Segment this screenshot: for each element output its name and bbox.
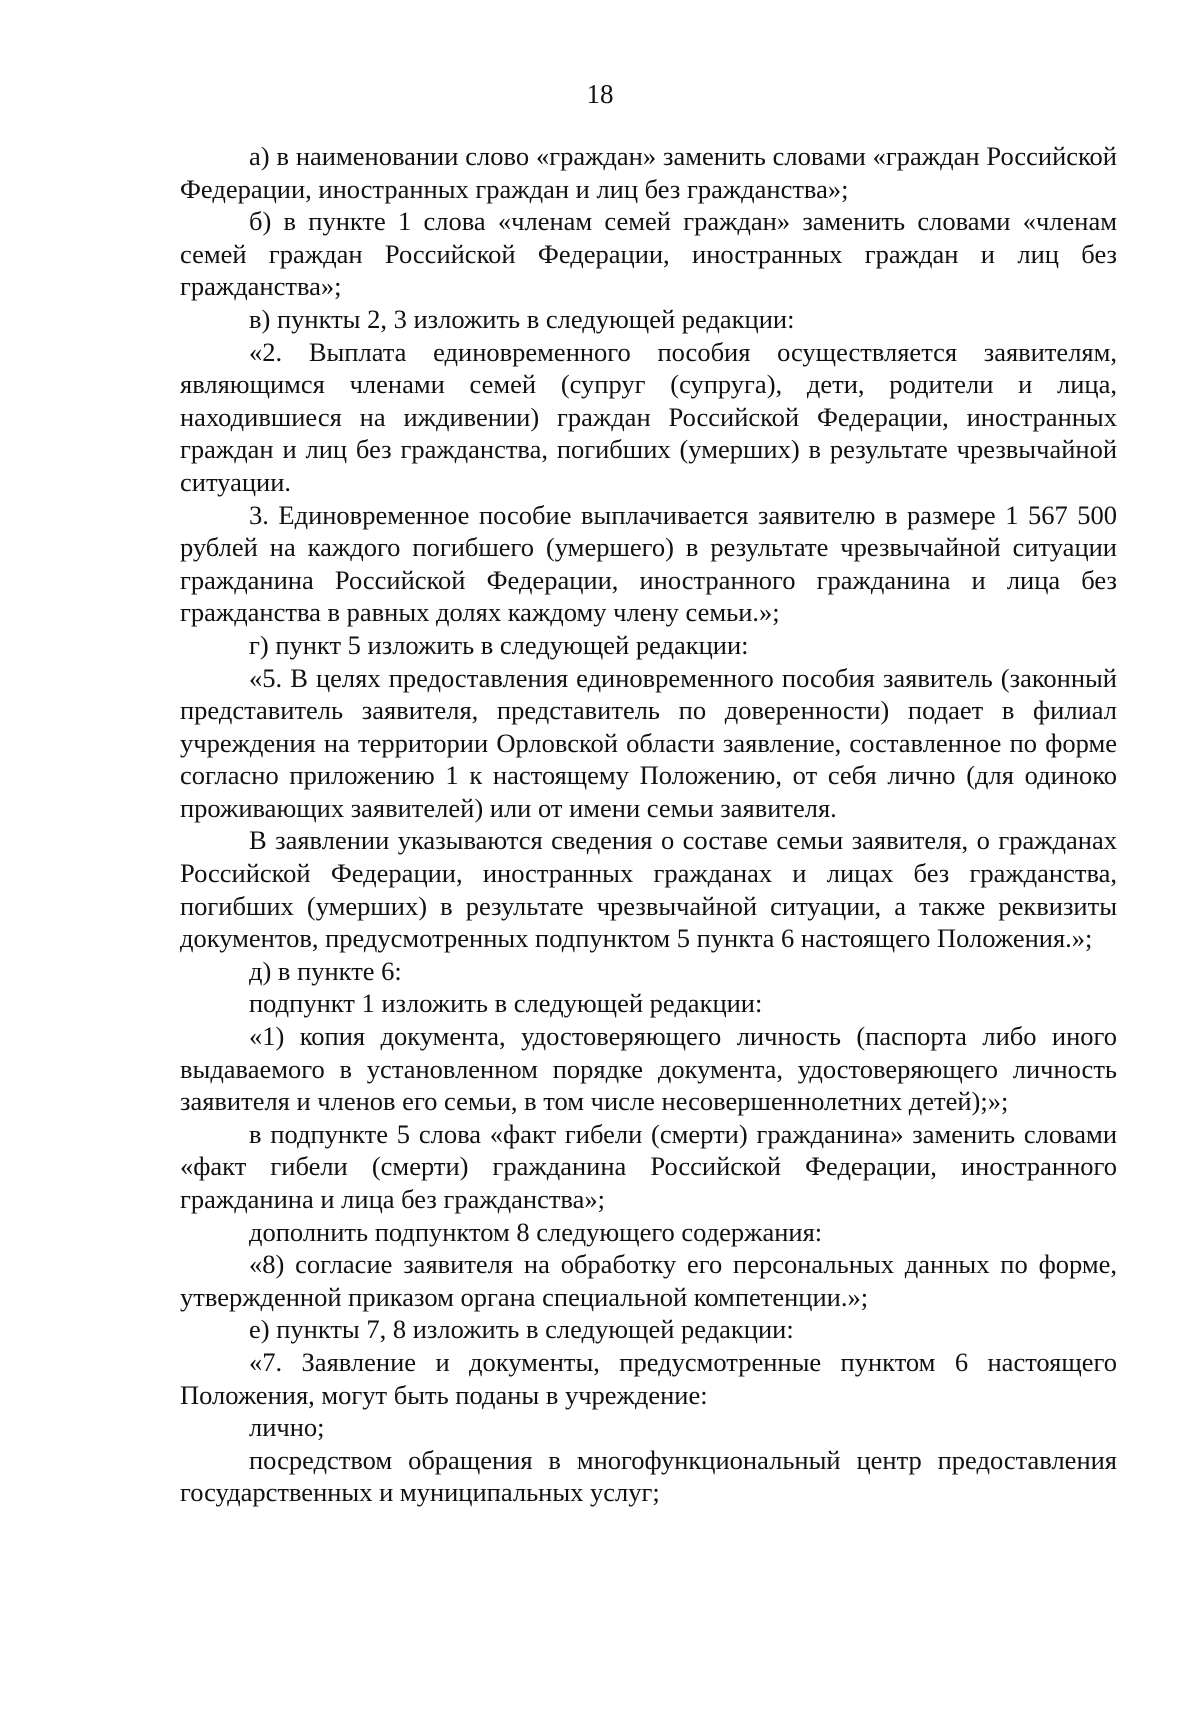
paragraph-subitem-5: в подпункте 5 слова «факт гибели (смерти) гражданина» заменить словами «факт гибели (смерти) гражданина Российской Федерации, иностранного гражданина и лица без гражданства»; bbox=[180, 1118, 1117, 1214]
paragraph-mfc: посредством обращения в многофункциональный центр предоставления государственных и муниципальных услуг; bbox=[180, 1444, 1117, 1508]
page-number: 18 bbox=[586, 79, 614, 109]
paragraph-item-2: «2. Выплата единовременного пособия осуществляется заявителям, являющимся членами семей (супруг (супруга), дети, родители и лица, находившиеся на иждивении) граждан Российской Федерации, иностранных граждан и лиц без гражданства, погибших (умерших) в результате чрезвычайной ситуации. bbox=[180, 336, 1117, 497]
document-body bbox=[180, 140, 1117, 1509]
paragraph-subitem-1: «1) копия документа, удостоверяющего личность (паспорта либо иного выдаваемого в установленном порядке документа, удостоверяющего личность заявителя и членов его семьи, в том числе несовершеннолетних детей);»; bbox=[180, 1021, 1117, 1117]
paragraph-e: е) пункты 7, 8 изложить в следующей редакции: bbox=[249, 1314, 794, 1345]
paragraph-d: д) в пункте 6: bbox=[249, 955, 402, 986]
paragraph-b: б) в пункте 1 слова «членам семей граждан» заменить словами «членам семей граждан Российской Федерации, иностранных граждан и лиц без гражданства»; bbox=[180, 206, 1117, 302]
paragraph-item-3: 3. Единовременное пособие выплачивается заявителю в размере 1 567 500 рублей на каждого погибшего (умершего) в результате чрезвычайной ситуации гражданина Российской Федерации, иностранного гражданина и лица без гражданства в равных долях каждому члену семьи.»; bbox=[180, 499, 1117, 628]
paragraph-subitem-8-intro: дополнить подпунктом 8 следующего содержания: bbox=[249, 1216, 823, 1247]
paragraph-item-5: «5. В целях предоставления единовременного пособия заявитель (законный представитель заявителя, представитель по доверенности) подает в филиал учреждения на территории Орловской области заявление, составленное по форме согласно приложению 1 к настоящему Положению, от себя лично (для одиноко проживающих заявителей) или от имени семьи заявителя. bbox=[180, 662, 1117, 823]
paragraph-subitem-1-intro: подпункт 1 изложить в следующей редакции: bbox=[249, 988, 763, 1019]
paragraph-item-7: «7. Заявление и документы, предусмотренные пунктом 6 настоящего Положения, могут быть поданы в учреждение: bbox=[180, 1346, 1117, 1410]
paragraph-g: г) пункт 5 изложить в следующей редакции: bbox=[249, 629, 749, 660]
paragraph-subitem-8: «8) согласие заявителя на обработку его персональных данных по форме, утвержденной приказом органа специальной компетенции.»; bbox=[180, 1249, 1117, 1312]
paragraph-application-info: В заявлении указываются сведения о составе семьи заявителя, о гражданах Российской Федерации, иностранных гражданах и лицах без гражданства, погибших (умерших) в результате чрезвычайной ситуации, а также реквизиты документов, предусмотренных подпунктом 5 пункта 6 настоящего Положения.»; bbox=[180, 825, 1117, 954]
paragraph-in-person: лично; bbox=[249, 1412, 325, 1443]
paragraph-a: а) в наименовании слово «граждан» заменить словами «граждан Российской Федерации, иностранных граждан и лиц без гражданства»; bbox=[180, 141, 1117, 204]
paragraph-v: в) пункты 2, 3 изложить в следующей редакции: bbox=[249, 303, 795, 334]
